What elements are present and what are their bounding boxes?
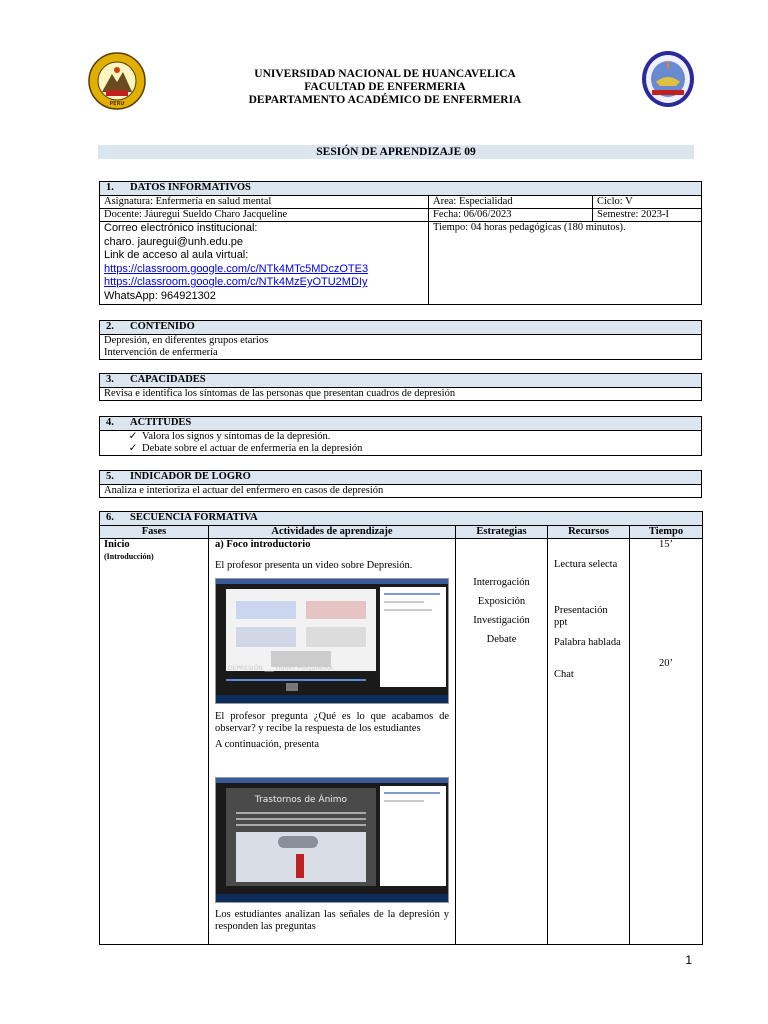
university-name: UNIVERSIDAD NACIONAL DE HUANCAVELICA — [254, 68, 516, 80]
col-estrategias: Estrategias — [456, 526, 548, 539]
check-icon: ✓ — [128, 431, 138, 442]
fecha: Fecha: 06/06/2023 — [429, 209, 593, 222]
slide-screenshot — [215, 777, 449, 903]
section-title: DATOS INFORMATIVOS — [130, 182, 251, 193]
recursos-cell — [548, 539, 630, 945]
tiempo-value: 15’ — [659, 539, 673, 550]
asignatura: Asignatura: Enfermería en salud mental — [100, 196, 429, 209]
contenido-line: Depresión, en diferentes grupos etarios — [104, 335, 269, 346]
actitud-text: Debate sobre el actuar de enfermería en la depresión — [142, 443, 363, 454]
section-title: CONTENIDO — [130, 321, 195, 332]
video-screenshot — [215, 578, 449, 704]
slide-title: Trastornos de Ánimo — [254, 795, 348, 805]
tiempo: Tiempo: 04 horas pedagógicas (180 minutos). — [429, 222, 702, 305]
semestre: Semestre: 2023-I — [593, 209, 702, 222]
indicador-table — [99, 470, 702, 498]
email-label: Correo electrónico institucional: — [104, 222, 258, 234]
section-number: 3. — [106, 374, 114, 385]
check-icon: ✓ — [128, 443, 138, 454]
actividades-cell — [209, 539, 456, 945]
fase-sub: (Introducción) — [104, 552, 154, 561]
section-number: 1. — [106, 182, 114, 193]
section-3-header — [100, 374, 702, 388]
estrategia-item: Exposición — [477, 596, 526, 607]
section-4-header — [100, 417, 702, 431]
estrategias-cell — [456, 539, 548, 945]
fase-name: Inicio — [104, 539, 130, 550]
section-number: 5. — [106, 471, 114, 482]
play-icon[interactable] — [286, 683, 298, 691]
col-actividades: Actividades de aprendizaje — [209, 526, 456, 539]
section-title: INDICADOR DE LOGRO — [130, 471, 251, 482]
recurso-item: Lectura selecta — [554, 559, 618, 570]
docente: Docente: Jáuregui Sueldo Charo Jacqueline — [100, 209, 429, 222]
col-recursos: Recursos — [548, 526, 630, 539]
contenido-table — [99, 320, 702, 360]
area: Área: Especialidad — [429, 196, 593, 209]
contenido-line: Intervención de enfermería — [104, 347, 218, 358]
activity-paragraph: Los estudiantes analizan las señales de la depresión y responden las preguntas — [215, 909, 449, 932]
section-1-header — [100, 182, 702, 196]
indicador-line: Analiza e interioriza el actuar del enfermero en casos de depresión — [100, 485, 702, 498]
section-2-header — [100, 321, 702, 335]
university-logo — [88, 52, 146, 110]
actitudes-body — [100, 431, 702, 456]
recurso-item: Chat — [554, 669, 574, 680]
recurso-item: Presentación ppt — [554, 605, 608, 628]
tiempo-cell — [630, 539, 703, 945]
contenido-body — [100, 335, 702, 360]
video-caption: DEPRESIÓN ___ FARMY PSIQUIATRA — [228, 665, 333, 672]
contact-cell — [100, 222, 429, 305]
activity-paragraph: El profesor presenta un video sobre Depresión. — [215, 560, 413, 571]
recurso-item: Palabra hablada — [554, 637, 621, 648]
link-label: Link de acceso al aula virtual: — [104, 249, 249, 261]
section-5-header — [100, 471, 702, 485]
classroom-link-1[interactable]: https://classroom.google.com/c/NTk4MTc5MDczOTE3 — [104, 262, 369, 275]
activity-paragraph: El profesor pregunta ¿Qué es lo que acabamos de observar? y recibe la respuesta de los estudiantes — [215, 711, 449, 734]
datos-informativos-table — [99, 181, 702, 305]
faculty-logo — [640, 50, 696, 108]
activity-title: a) Foco introductorio — [215, 539, 311, 550]
email-value: charo. jauregui@unh.edu.pe — [104, 235, 243, 248]
logo-country-text: PERU — [109, 101, 125, 107]
tiempo-value: 20’ — [659, 658, 673, 669]
secuencia-table — [99, 511, 703, 945]
ciclo: Ciclo: V — [593, 196, 702, 209]
estrategia-item: Interrogación — [473, 577, 530, 588]
section-number: 4. — [106, 417, 114, 428]
faculty-name: FACULTAD DE ENFERMERIA — [304, 81, 466, 93]
activity-paragraph: A continuación, presenta — [215, 739, 320, 750]
session-title: SESIÓN DE APRENDIZAJE 09 — [98, 145, 694, 159]
section-number: 6. — [106, 512, 114, 523]
actitud-text: Valora los signos y síntomas de la depresión. — [142, 431, 331, 442]
section-title: ACTITUDES — [130, 417, 192, 428]
col-tiempo: Tiempo — [630, 526, 703, 539]
section-number: 2. — [106, 321, 114, 332]
estrategia-item: Investigación — [473, 615, 530, 626]
capacidades-line: Revisa e identifica los síntomas de las personas que presentan cuadros de depresión — [100, 388, 702, 401]
whatsapp: WhatsApp: 964921302 — [104, 289, 216, 302]
fase-cell — [100, 539, 209, 945]
col-fases: Fases — [100, 526, 209, 539]
document-header — [150, 68, 620, 107]
section-title: CAPACIDADES — [130, 374, 206, 385]
actitudes-table — [99, 416, 702, 456]
actitud-item — [104, 443, 697, 455]
classroom-link-2[interactable]: https://classroom.google.com/c/NTk4MzEyOTU2MDIy — [104, 276, 368, 288]
capacidades-table — [99, 373, 702, 401]
department-name: DEPARTAMENTO ACADÉMICO DE ENFERMERIA — [248, 94, 522, 106]
actitud-item — [104, 431, 697, 443]
page-number: 1 — [685, 953, 692, 967]
estrategia-item: Debate — [486, 634, 517, 645]
section-6-header — [100, 512, 703, 526]
section-title: SECUENCIA FORMATIVA — [130, 512, 258, 523]
